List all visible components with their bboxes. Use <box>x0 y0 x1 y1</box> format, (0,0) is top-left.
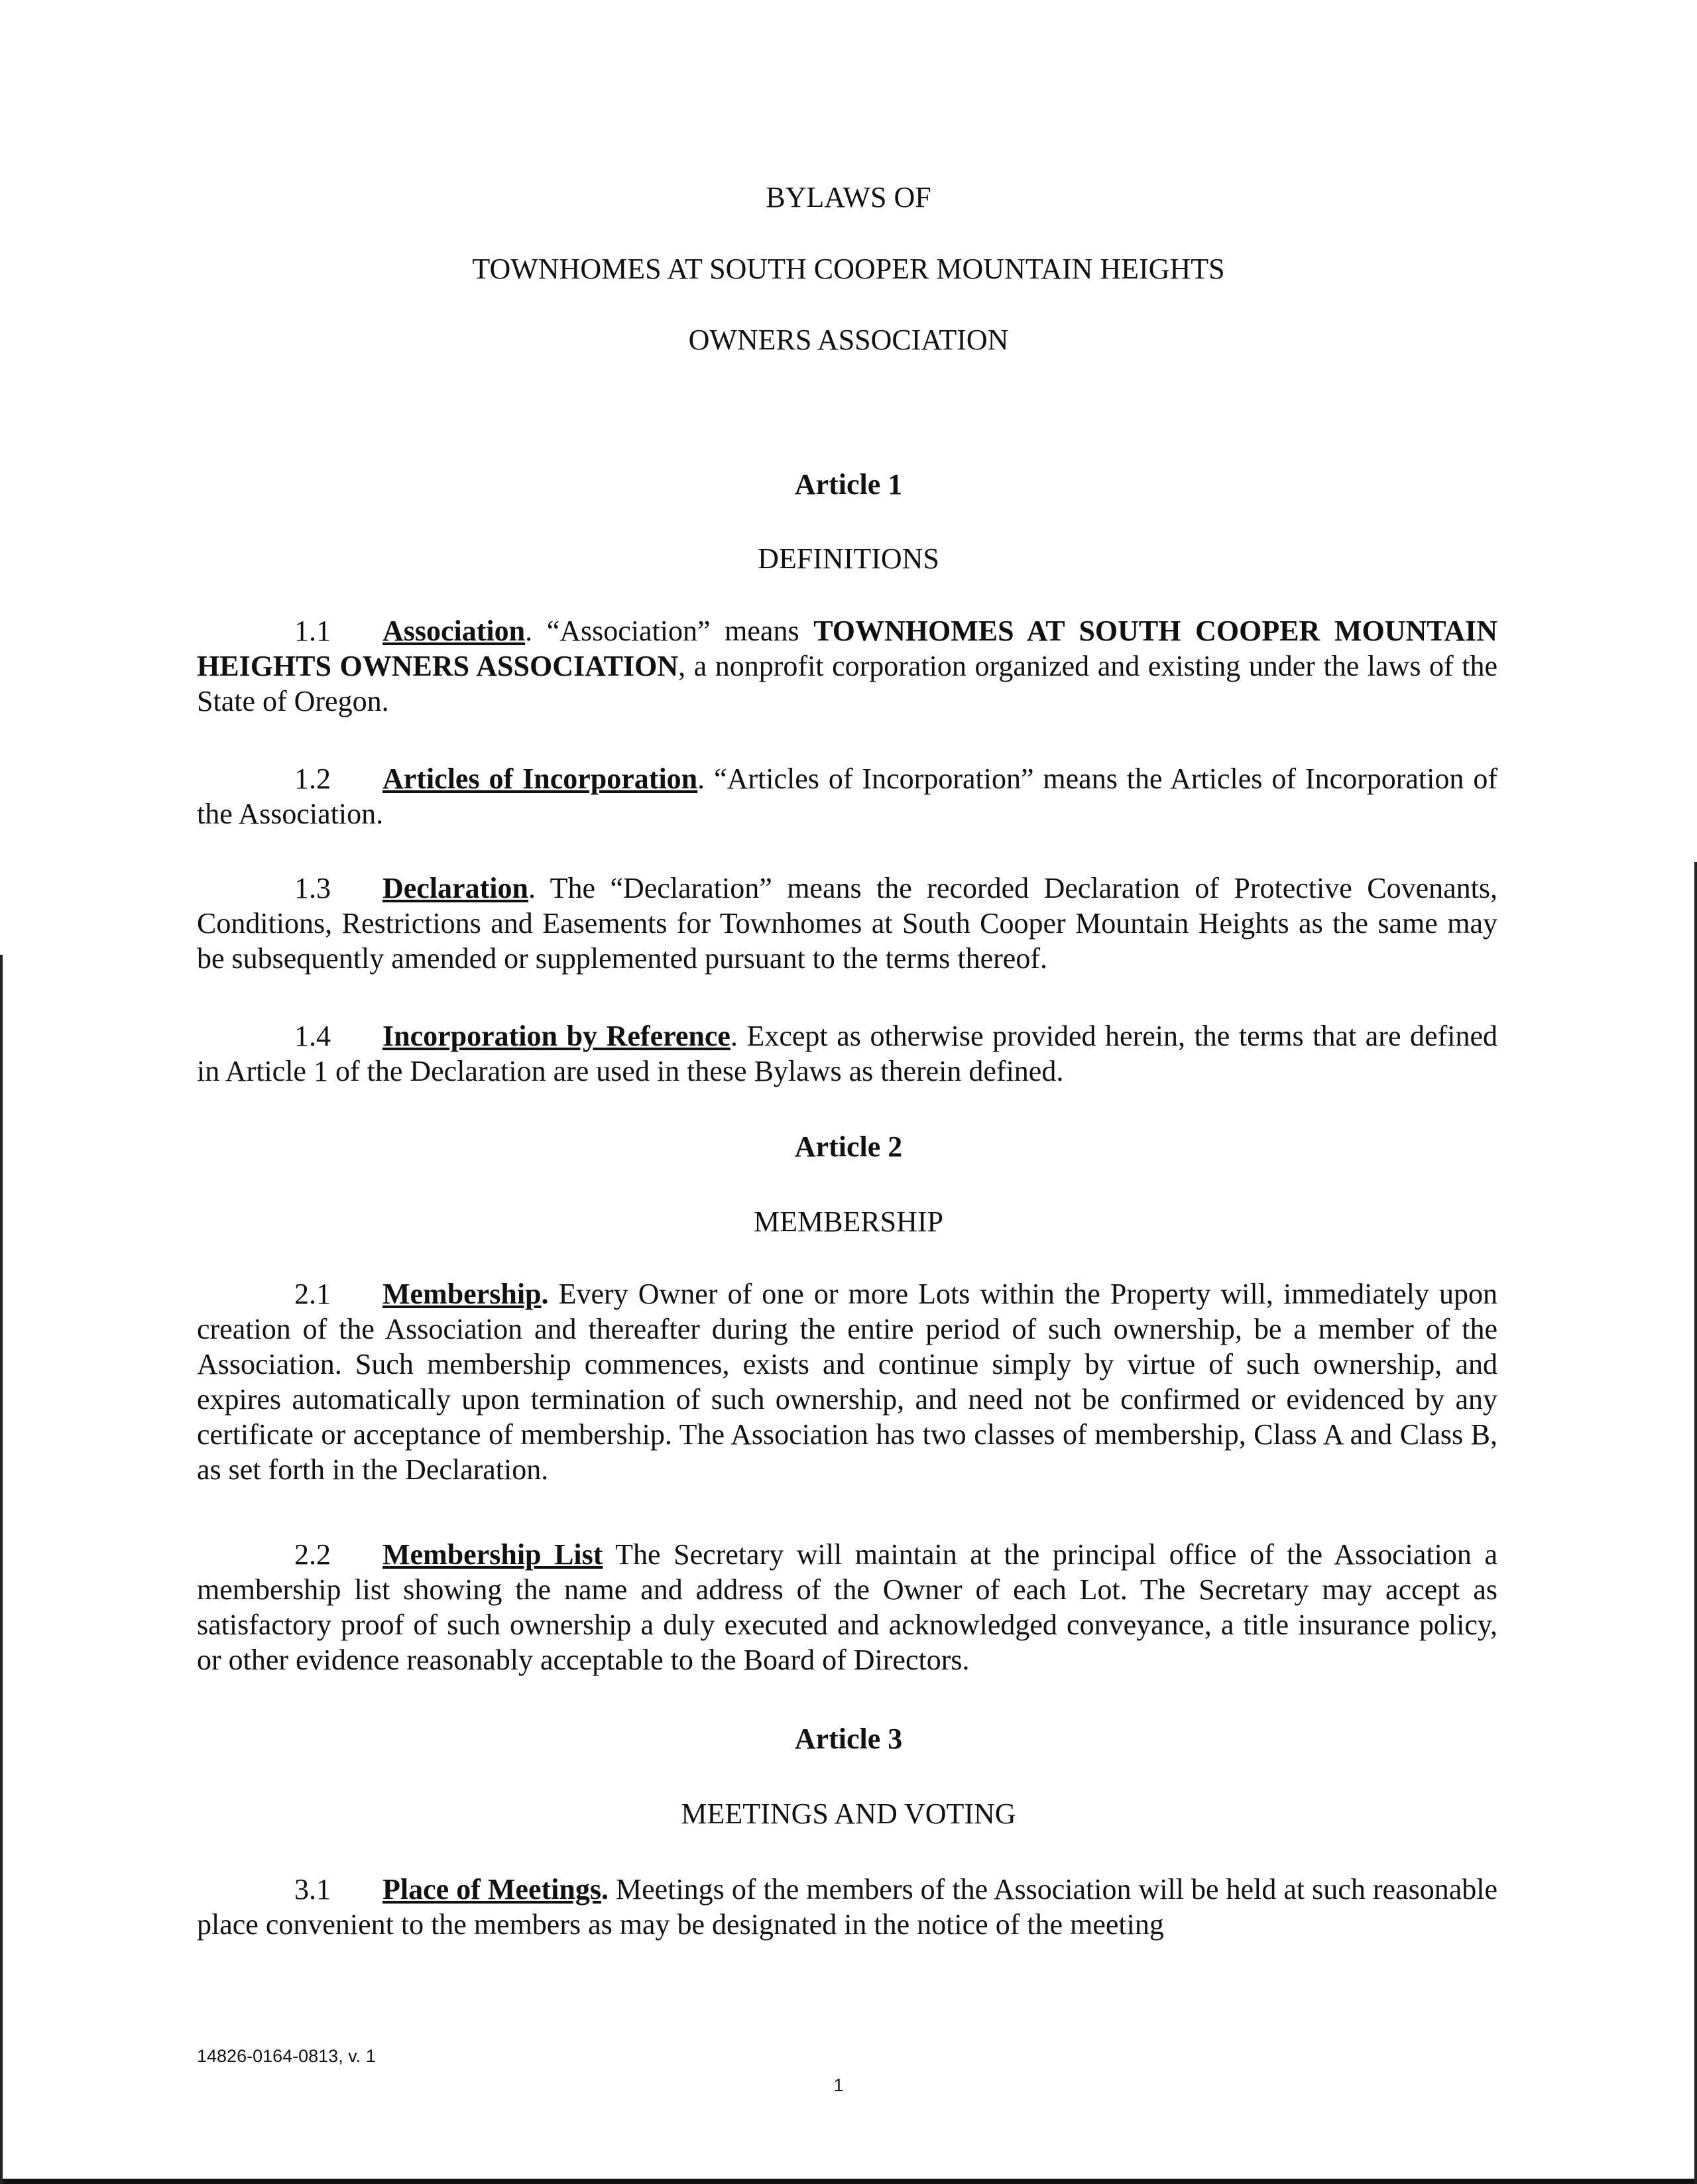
section-1-2: 1.2 Articles of Incorporation. “Articles of Incorporation” means the Articles of Incorporation of the Association. <box>197 762 1497 830</box>
section-3-1: 3.1 Place of Meetings. Meetings of the members of the Association will be held at such reasonable place convenient to the members as may be designated in the notice of the meeting <box>197 1873 1497 1941</box>
defined-term: Membership <box>382 1278 542 1310</box>
section-number: 2.2 <box>294 1538 331 1571</box>
doc-title-line-1: BYLAWS OF <box>766 181 931 213</box>
page-edge-right <box>1694 862 1697 2184</box>
section-number: 3.1 <box>294 1873 331 1906</box>
section-2-1: 2.1 Membership. Every Owner of one or more Lots within the Property will, immediately upon creation of the Association and thereafter during the entire period of such ownership, be a member of the Association. Such membership commences, exists and continue simply by virtue of such ownership, and expires automatically upon termination of such ownership, and need not be confirmed or evidenced by any certificate or acceptance of membership. The Association has two classes of membership, Class A and Class B, as set forth in the Declaration. <box>197 1278 1497 1486</box>
section-2-2: 2.2 Membership List The Secretary will maintain at the principal office of the Association a membership list showing the name and address of the Owner of each Lot. The Secretary may accept as satisfactory proof of such ownership a duly executed and acknowledged conveyance, a title insurance policy, or other evidence reasonably acceptable to the Board of Directors. <box>197 1538 1497 1676</box>
defined-term: Place of Meetings <box>382 1873 601 1906</box>
article-2-label: Article 2 <box>794 1130 903 1163</box>
defined-term: Membership List <box>382 1538 603 1571</box>
section-number: 1.3 <box>294 872 331 904</box>
page-edge-bottom <box>0 2179 1697 2184</box>
section-1-4: 1.4 Incorporation by Reference. Except as otherwise provided herein, the terms that are defined in Article 1 of the Declaration are used in these Bylaws as therein defined. <box>197 1020 1497 1087</box>
section-number: 1.1 <box>294 615 331 647</box>
section-1-1: 1.1 Association. “Association” means TOWNHOMES AT SOUTH COOPER MOUNTAIN HEIGHTS OWNERS ASSOCIATION, a nonprofit corporation organized and existing under the laws of the State of Oregon. <box>197 615 1498 717</box>
section-number: 2.1 <box>294 1278 331 1310</box>
defined-term: Incorporation by Reference <box>382 1020 731 1052</box>
article-3-label: Article 3 <box>794 1723 903 1755</box>
article-1-heading: DEFINITIONS <box>758 542 939 575</box>
section-number: 1.2 <box>294 762 331 795</box>
page-number: 1 <box>833 2075 844 2095</box>
defined-term: Articles of Incorporation <box>382 762 698 795</box>
association-name: TOWNHOMES AT SOUTH COOPER MOUNTAIN HEIGHTS OWNERS ASSOCIATION <box>197 615 1498 682</box>
section-number: 1.4 <box>294 1020 331 1052</box>
doc-title-line-3: OWNERS ASSOCIATION <box>688 324 1009 356</box>
article-3-heading: MEETINGS AND VOTING <box>681 1797 1016 1830</box>
defined-term: Association <box>382 615 526 647</box>
section-1-3: 1.3 Declaration. The “Declaration” means the recorded Declaration of Protective Covenants, Conditions, Restrictions and Easements for Townhomes at South Cooper Mountain Heights as the same may be subsequently amended or supplemented pursuant to the terms thereof. <box>197 872 1497 975</box>
doc-title-line-2: TOWNHOMES AT SOUTH COOPER MOUNTAIN HEIGHTS <box>472 253 1225 285</box>
document-id: 14826-0164-0813, v. 1 <box>197 2046 376 2066</box>
article-2-heading: MEMBERSHIP <box>753 1205 944 1238</box>
article-1-label: Article 1 <box>794 468 903 501</box>
defined-term: Declaration <box>382 872 528 904</box>
